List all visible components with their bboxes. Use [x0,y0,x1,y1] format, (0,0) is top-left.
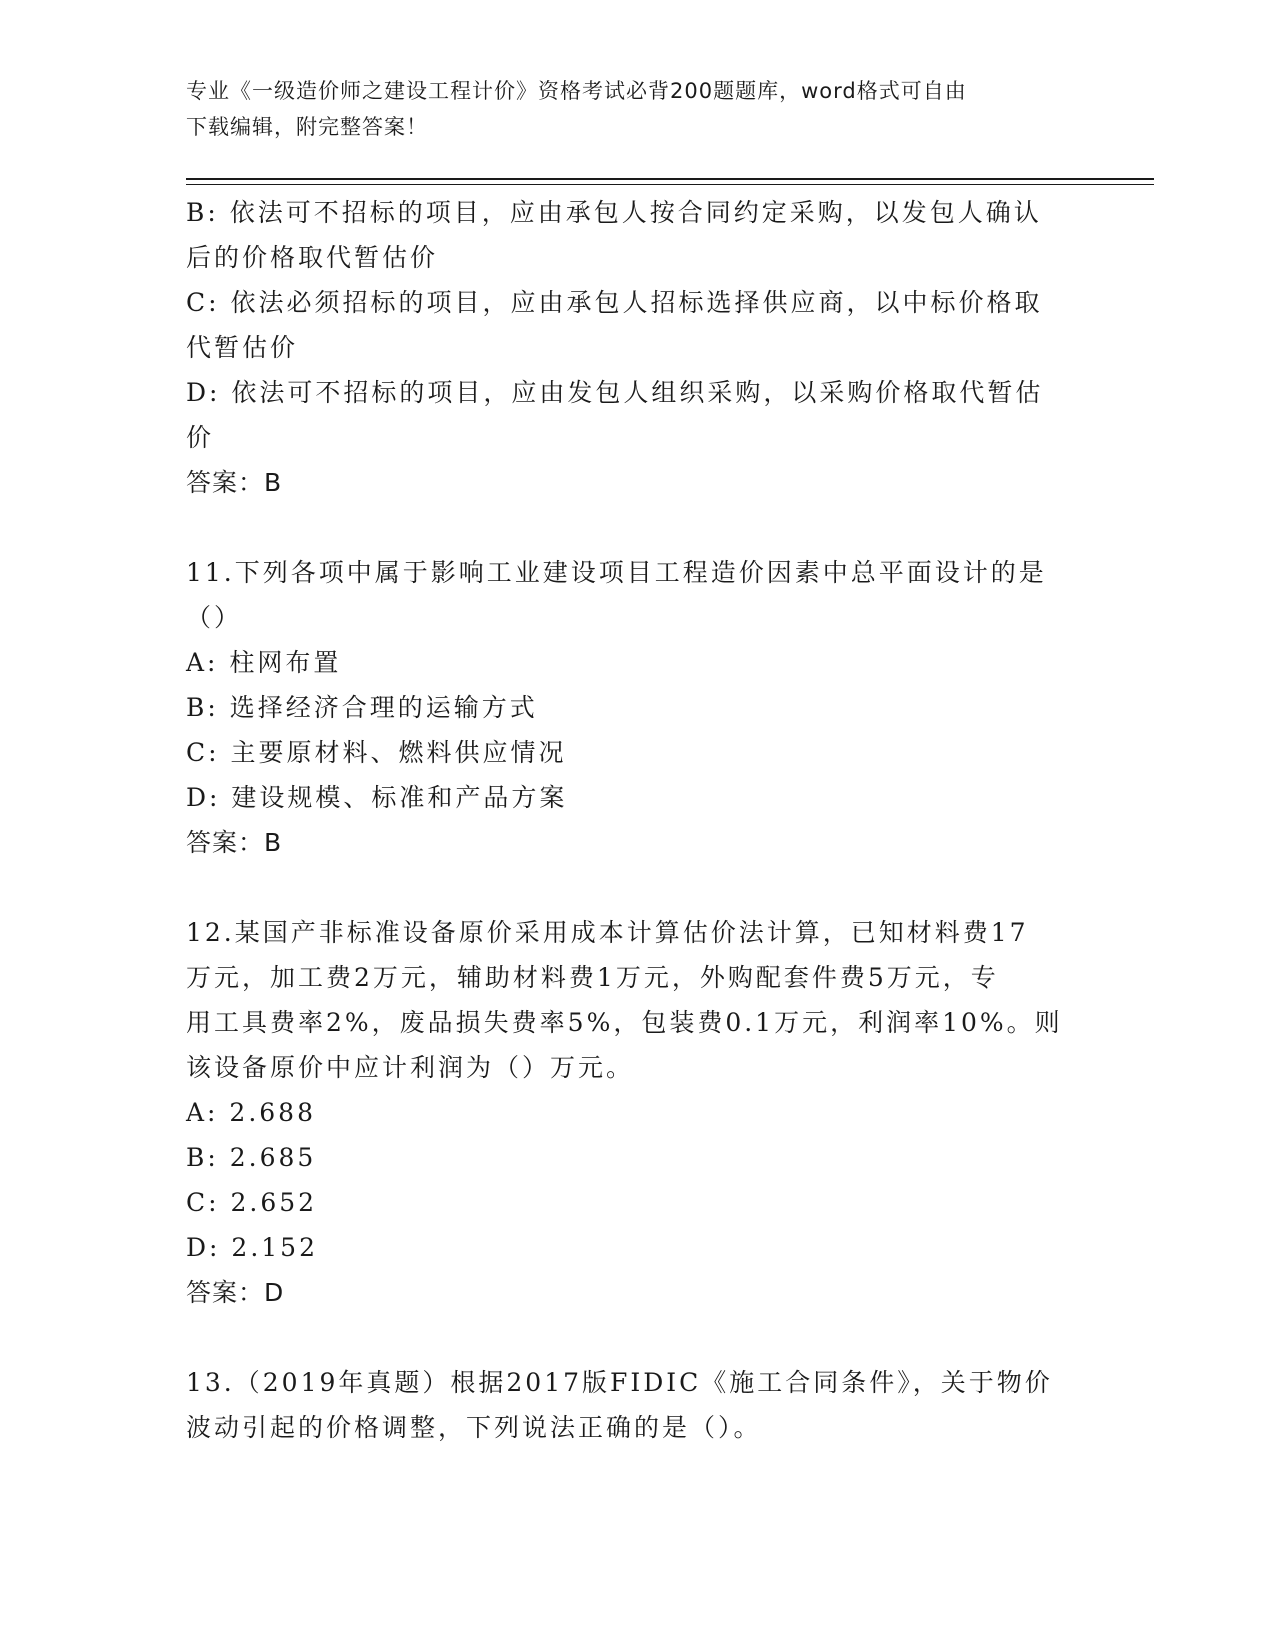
question-stem-line-1: 12.某国产非标准设备原价采用成本计算估价法计算，已知材料费17 [186,918,1029,947]
option-d: D: 建设规模、标准和产品方案 [186,783,568,812]
option-b-line-1: B: 依法可不招标的项目，应由承包人按合同约定采购，以发包人确认 [186,198,1042,227]
question-12 [186,910,1076,1315]
spacer [186,505,1076,550]
question-content [186,190,1076,1450]
option-c: C: 2.652 [186,1188,318,1217]
option-d-line-1: D: 依法可不招标的项目，应由发包人组织采购，以采购价格取代暂估 [186,378,1044,407]
question-stem-line-4: 该设备原价中应计利润为（）万元。 [186,1053,635,1082]
option-c: C: 主要原材料、燃料供应情况 [186,738,567,767]
header-divider-thin [186,184,1154,185]
option-c-line-1: C: 依法必须招标的项目，应由承包人招标选择供应商，以中标价格取 [186,288,1043,317]
option-b-line-2: 后的价格取代暂估价 [186,243,439,272]
question-stem-line-2: （） [186,603,243,632]
spacer [186,865,1076,910]
option-c-line-2: 代暂估价 [186,333,299,362]
answer-label: 答案：B [186,468,283,497]
header-line-2: 下载编辑，附完整答案！ [186,115,428,139]
option-a: A: 2.688 [186,1098,316,1127]
question-stem-line-1: 13.（2019年真题）根据2017版FIDIC《施工合同条件》，关于物价 [186,1368,1053,1397]
question-stem-line-1: 11.下列各项中属于影响工业建设项目工程造价因素中总平面设计的是 [186,558,1047,587]
spacer [186,1315,1076,1360]
option-a: A: 柱网布置 [186,648,342,677]
option-d-line-2: 价 [186,423,215,452]
option-b: B: 选择经济合理的运输方式 [186,693,538,722]
question-11 [186,550,1076,865]
answer-label: 答案：D [186,1278,285,1307]
answer-label: 答案：B [186,828,283,857]
option-d: D: 2.152 [186,1233,318,1262]
document-header [186,73,1066,145]
previous-question [186,190,1076,505]
question-stem-line-2: 波动引起的价格调整，下列说法正确的是（）。 [186,1413,762,1442]
question-stem-line-2: 万元，加工费2万元，辅助材料费1万元，外购配套件费5万元，专 [186,963,999,992]
option-b: B: 2.685 [186,1143,317,1172]
question-13 [186,1360,1076,1450]
header-line-1: 专业《一级造价师之建设工程计价》资格考试必背200题题库，word格式可自由 [186,79,967,103]
question-stem-line-3: 用工具费率2%，废品损失费率5%，包装费0.1万元，利润率10%。则 [186,1008,1063,1037]
header-divider-thick [186,178,1154,180]
